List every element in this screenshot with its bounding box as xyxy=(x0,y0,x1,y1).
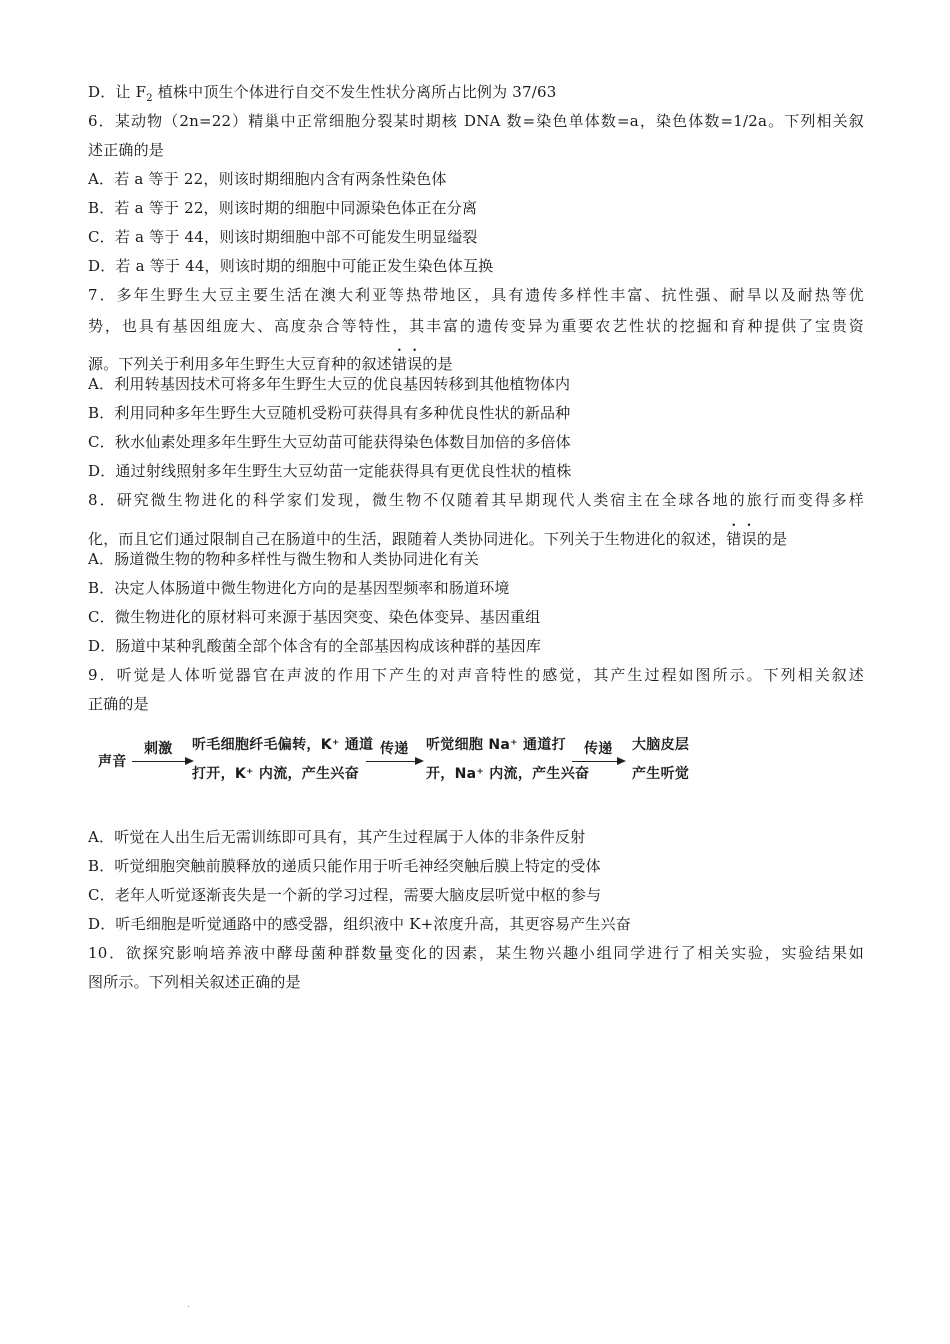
q9-option-a: A．听觉在人出生后无需训练即可具有，其产生过程属于人体的非条件反射 xyxy=(88,828,586,846)
q6-option-b: B．若 a 等于 22，则该时期的细胞中同源染色体正在分离 xyxy=(88,199,478,217)
q8-option-b: B．决定人体肠道中微生物进化方向的是基因型频率和肠道环境 xyxy=(88,579,510,597)
q7-emphasis-wrong: 错误 xyxy=(392,355,423,373)
q6-stem-line1: 6．某动物（2n=22）精巢中正常细胞分裂某时期核 DNA 数=染色单体数=a，染色体数=1/2a。下列相关叙 xyxy=(88,112,864,130)
q8-stem-line1: 8．研究微生物进化的科学家们发现，微生物不仅随着其早期现代人类宿主在全球各地的旅行而变得多样 xyxy=(88,491,864,509)
q7-stem-line2: 势，也具有基因组庞大、高度杂合等特性，其丰富的遗传变异为重要农艺性状的挖掘和育种提供了宝贵资 xyxy=(88,317,864,335)
flow-arrow-label-stimulate: 刺激 xyxy=(144,741,173,757)
hearing-flow-diagram xyxy=(90,730,710,790)
flow-node-cortex-line1: 大脑皮层 xyxy=(632,737,690,753)
q9-stem-line2: 正确的是 xyxy=(88,695,149,713)
q5-option-d xyxy=(88,82,557,109)
q7-stem-line3 xyxy=(88,346,453,374)
q8-option-a: A．肠道微生物的物种多样性与微生物和人类协同进化有关 xyxy=(88,550,480,568)
flow-arrow-1 xyxy=(132,761,192,762)
q6-option-d: D．若 a 等于 44，则该时期的细胞中可能正发生染色体互换 xyxy=(88,257,494,275)
q8-stem-line2-end: 的是 xyxy=(756,530,788,548)
q8-stem-line2 xyxy=(88,521,787,549)
q8-emphasis-wrong: 错误 xyxy=(726,530,757,548)
q6-option-a: A．若 a 等于 22，则该时期细胞内含有两条性染色体 xyxy=(88,170,447,188)
flow-arrow-2 xyxy=(366,761,422,762)
q9-stem-line1: 9．听觉是人体听觉器官在声波的作用下产生的对声音特性的感觉，其产生过程如图所示。下列相关叙述 xyxy=(88,666,864,684)
q10-stem-line1: 10．欲探究影响培养液中酵母菌种群数量变化的因素，某生物兴趣小组同学进行了相关实验，实验结果如 xyxy=(88,944,864,962)
q8-option-d: D．肠道中某种乳酸菌全部个体含有的全部基因构成该种群的基因库 xyxy=(88,637,542,655)
q8-option-c: C．微生物进化的原材料可来源于基因突变、染色体变异、基因重组 xyxy=(88,608,541,626)
q9-option-b: B．听觉细胞突触前膜释放的递质只能作用于听毛神经突触后膜上特定的受体 xyxy=(88,857,601,875)
q6-option-c: C．若 a 等于 44，则该时期细胞中部不可能发生明显缢裂 xyxy=(88,228,478,246)
q7-stem-line3-text: 源。下列关于利用多年生野生大豆育种的叙述 xyxy=(88,355,393,373)
flow-arrow-3 xyxy=(572,761,624,762)
q10-stem-line2: 图所示。下列相关叙述正确的是 xyxy=(88,973,301,991)
q9-option-c: C．老年人听觉逐渐丧失是一个新的学习过程，需要大脑皮层听觉中枢的参与 xyxy=(88,886,602,904)
flow-node-cortex-line2: 产生听觉 xyxy=(632,766,690,782)
flow-node-hair-cell-line1: 听毛细胞纤毛偏转，K⁺ 通道 xyxy=(192,737,374,753)
q5-option-d-text-rest: 植株中顶生个体进行自交不发生性状分离所占比例为 37/63 xyxy=(152,83,557,101)
flow-arrow-label-transmit-1: 传递 xyxy=(380,741,409,757)
flow-node-sound: 声音 xyxy=(98,754,127,770)
q9-option-d: D．听毛细胞是听觉通路中的感受器，组织液中 K+浓度升高，其更容易产生兴奋 xyxy=(88,915,631,933)
q6-stem-line2: 述正确的是 xyxy=(88,141,165,159)
q7-option-b: B．利用同种多年生野生大豆随机受粉可获得具有多种优良性状的新品种 xyxy=(88,404,571,422)
flow-arrow-label-transmit-2: 传递 xyxy=(584,741,613,757)
q5-option-d-text: D．让 F xyxy=(88,83,147,101)
footer-mark: . xyxy=(187,1300,190,1310)
q7-stem-line3-end: 的是 xyxy=(422,355,453,373)
flow-node-hair-cell-line2: 打开，K⁺ 内流，产生兴奋 xyxy=(192,766,360,782)
q5-option-d-subscript: 2 xyxy=(146,93,153,104)
q7-option-a: A．利用转基因技术可将多年生野生大豆的优良基因转移到其他植物体内 xyxy=(88,375,571,393)
q7-option-c: C．秋水仙素处理多年生野生大豆幼苗可能获得染色体数目加倍的多倍体 xyxy=(88,433,571,451)
q8-stem-line2-text: 化，而且它们通过限制自己在肠道中的生活，跟随着人类协同进化。下列关于生物进化的叙述， xyxy=(88,530,727,548)
flow-node-auditory-cell-line2: 开，Na⁺ 内流，产生兴奋 xyxy=(426,766,590,782)
flow-node-auditory-cell-line1: 听觉细胞 Na⁺ 通道打 xyxy=(426,737,566,753)
q7-option-d: D．通过射线照射多年生野生大豆幼苗一定能获得具有更优良性状的植株 xyxy=(88,462,572,480)
q7-stem-line1: 7．多年生野生大豆主要生活在澳大利亚等热带地区，具有遗传多样性丰富、抗性强、耐旱以及耐热等优 xyxy=(88,286,864,304)
